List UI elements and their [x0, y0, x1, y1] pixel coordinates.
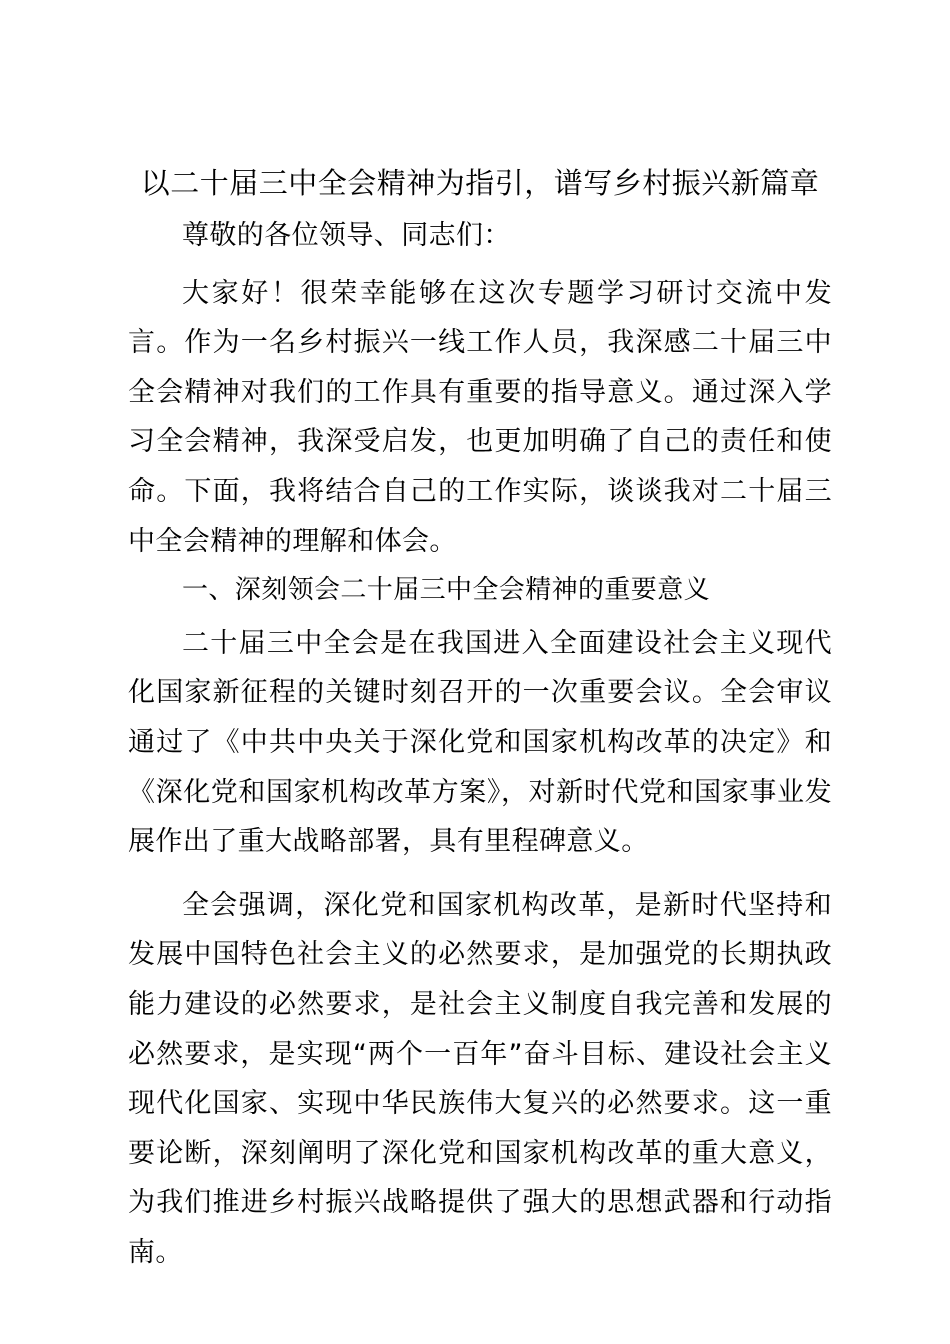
- paragraph-opening: 大家好！很荣幸能够在这次专题学习研讨交流中发言。作为一名乡村振兴一线工作人员，我深感二十届三中全会精神对我们的工作具有重要的指导意义。通过深入学习全会精神，我深受启发，也更加明确了自己的责任和使命。下面，我将结合自己的工作实际，谈谈我对二十届三中全会精神的理解和体会。: [128, 277, 832, 557]
- section-heading-1: 一、深刻领会二十届三中全会精神的重要意义: [182, 575, 711, 606]
- paragraph-emphasis: 全会强调，深化党和国家机构改革，是新时代坚持和发展中国特色社会主义的必然要求，是加强党的长期执政能力建设的必然要求，是社会主义制度自我完善和发展的必然要求，是实现“两个一百年”奋斗目标、建设社会主义现代化国家、实现中华民族伟大复兴的必然要求。这一重要论断，深刻阐明了深化党和国家机构改革的重大意义，为我们推进乡村振兴战略提供了强大的思想武器和行动指南。: [128, 889, 832, 1268]
- document-page: [128, 155, 832, 1277]
- document-title: 以二十届三中全会精神为指引，谱写乡村振兴新篇章: [140, 166, 820, 200]
- paragraph-significance: 二十届三中全会是在我国进入全面建设社会主义现代化国家新征程的关键时刻召开的一次重要会议。全会审议通过了《中共中央关于深化党和国家机构改革的决定》和《深化党和国家机构改革方案》，对新时代党和国家事业发展作出了重大战略部署，具有里程碑意义。: [128, 627, 832, 858]
- salutation: 尊敬的各位领导、同志们：: [182, 220, 511, 251]
